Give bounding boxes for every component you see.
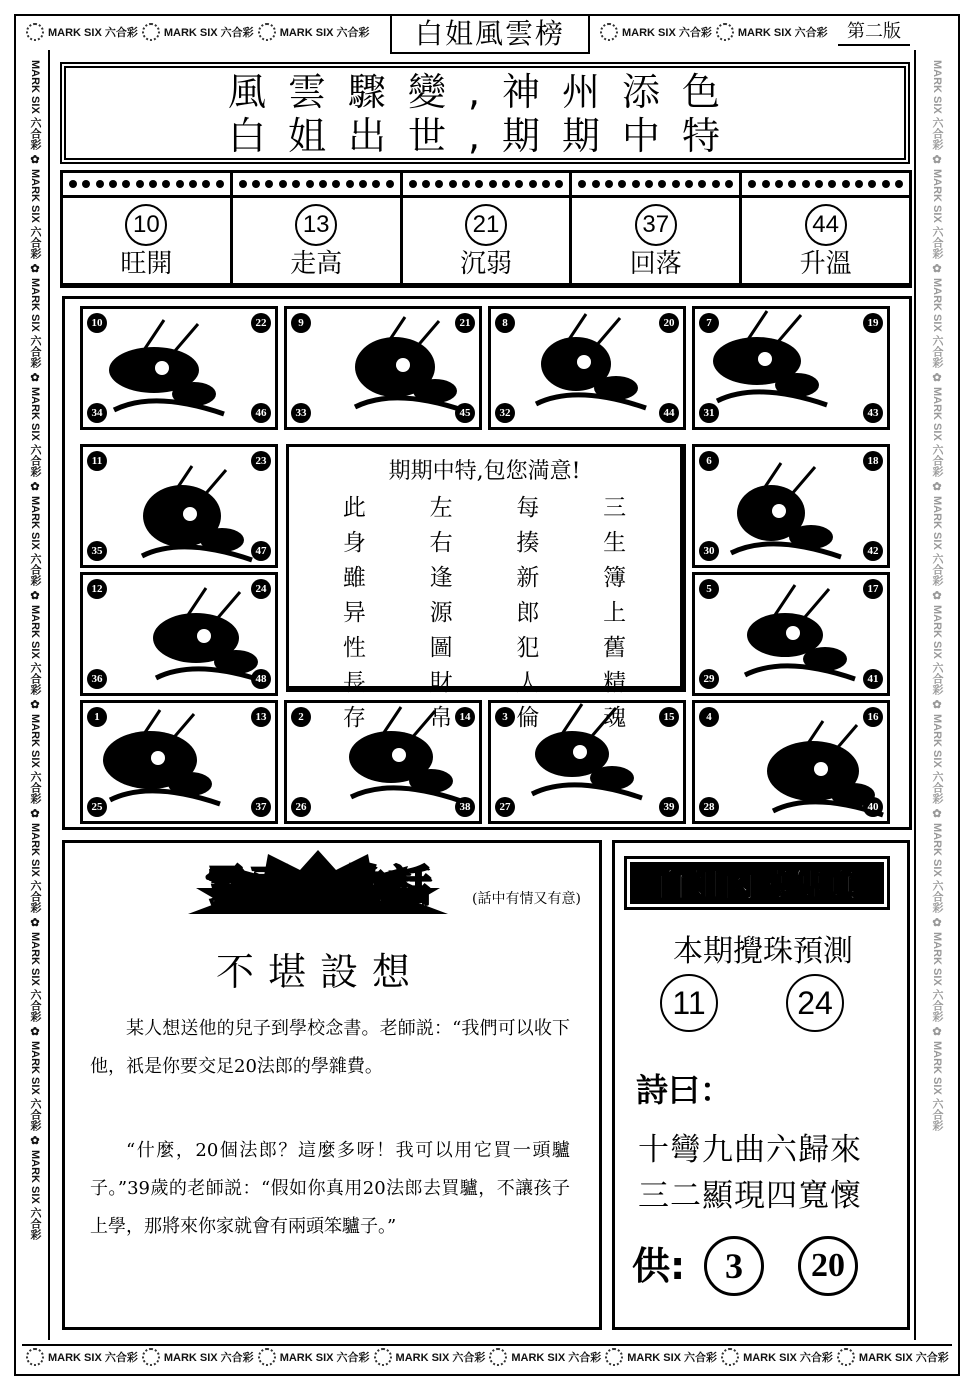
sidebar-poem-line-2: 三二顯現四寬懷 bbox=[638, 1178, 862, 1214]
ink-illustration-icon bbox=[695, 575, 887, 693]
story-paragraph-2: “什麼，20個法郎？這麼多呀！我可以用它買一頭驢子。”39歲的老師説：“假如你真用20法郎去買驢，不讓孩子上學，那將來你家就會有兩頭笨驢子。” bbox=[90, 1140, 570, 1237]
card-number-badge: 23 bbox=[251, 451, 271, 471]
ink-illustration-icon bbox=[695, 447, 887, 565]
poem-title: 期期中特,包您満意! bbox=[388, 459, 581, 484]
right-band-rule bbox=[914, 50, 916, 1340]
card-number-badge: 18 bbox=[863, 451, 883, 471]
sidebar-poem-label: 詩曰： bbox=[636, 1071, 733, 1109]
slogan-line-1: 風雲驟變,神州添色 bbox=[227, 70, 743, 114]
number-cell bbox=[572, 173, 742, 283]
card-number-badge: 29 bbox=[699, 669, 719, 689]
card-number-badge: 24 bbox=[251, 579, 271, 599]
ink-illustration-icon bbox=[83, 447, 275, 565]
card-number-badge: 27 bbox=[495, 797, 515, 817]
page-title: 白姐風雲榜 bbox=[390, 14, 590, 54]
card-number-badge: 13 bbox=[251, 707, 271, 727]
zodiac-card bbox=[692, 700, 890, 824]
ink-illustration-icon bbox=[491, 309, 683, 427]
predict-circle: 24 bbox=[786, 974, 844, 1032]
right-mark-band: MARK SIX 六合彩 ✿ MARK SIX 六合彩 ✿ MARK SIX 六合彩 ✿ MARK SIX 六合彩 ✿ MARK SIX 六合彩 ✿ MARK SIX 六合彩 ✿ MARK SIX 六合彩 ✿ MARK SIX 六合彩 ✿ MARK SIX 六合彩 ✿ MARK SIX 六合彩 bbox=[930, 60, 943, 1131]
number-cell bbox=[403, 173, 573, 283]
story-paragraph-1: 某人想送他的兒子到學校念書。老師説：“我們可以收下他，祇是你要交足20法郎的學雜費。 bbox=[90, 1018, 570, 1077]
card-number-badge: 21 bbox=[455, 313, 475, 333]
sidebar-banner-text: 白姐內幕傳真 bbox=[654, 866, 859, 904]
supply-circle: 3 bbox=[704, 1236, 764, 1296]
top-mark-band-right: MARK SIX 六合彩 MARK SIX 六合彩 bbox=[596, 20, 836, 44]
predict-title: 本期攪珠預測 bbox=[673, 934, 853, 969]
dot-row bbox=[572, 173, 739, 198]
number-cell bbox=[742, 173, 909, 283]
dot-row bbox=[63, 173, 230, 198]
zodiac-card bbox=[692, 572, 890, 696]
card-number-badge: 14 bbox=[455, 707, 475, 727]
left-band-rule bbox=[48, 50, 50, 1340]
ink-illustration-icon bbox=[83, 309, 275, 427]
card-number-badge: 17 bbox=[863, 579, 883, 599]
ink-illustration-icon bbox=[287, 309, 479, 427]
card-number-badge: 20 bbox=[659, 313, 679, 333]
ink-illustration-icon bbox=[695, 703, 887, 821]
zodiac-card bbox=[80, 700, 278, 824]
card-number-badge: 48 bbox=[251, 669, 271, 689]
slogan-box bbox=[60, 62, 910, 164]
number-cell bbox=[63, 173, 233, 283]
card-number-badge: 10 bbox=[87, 313, 107, 333]
zodiac-card bbox=[284, 306, 482, 430]
card-number-badge: 8 bbox=[495, 313, 515, 333]
ink-illustration-icon bbox=[695, 309, 887, 427]
card-number-badge: 6 bbox=[699, 451, 719, 471]
slogan-line-2: 白姐出世,期期中特 bbox=[227, 114, 743, 158]
card-number-badge: 11 bbox=[87, 451, 107, 471]
sidebar-poem-line-1: 十彎九曲六歸來 bbox=[638, 1132, 862, 1168]
card-number-badge: 44 bbox=[659, 403, 679, 423]
card-number-badge: 22 bbox=[251, 313, 271, 333]
number-label: 升溫 bbox=[799, 249, 852, 279]
card-number-badge: 46 bbox=[251, 403, 271, 423]
number-circle: 37 bbox=[635, 204, 677, 246]
dot-row bbox=[742, 173, 909, 198]
dot-row bbox=[233, 173, 400, 198]
top-mark-band: MARK SIX 六合彩 MARK SIX 六合彩 MARK SIX 六合彩 bbox=[22, 20, 392, 44]
card-number-badge: 19 bbox=[863, 313, 883, 333]
number-circle: 13 bbox=[295, 204, 337, 246]
story-banner: 雲雨之歡話 bbox=[204, 861, 435, 910]
card-number-badge: 42 bbox=[863, 541, 883, 561]
card-number-badge: 37 bbox=[251, 797, 271, 817]
card-number-badge: 36 bbox=[87, 669, 107, 689]
card-number-badge: 43 bbox=[863, 403, 883, 423]
supply-circle: 20 bbox=[798, 1236, 858, 1296]
card-number-badge: 7 bbox=[699, 313, 719, 333]
zodiac-card bbox=[692, 444, 890, 568]
card-number-badge: 40 bbox=[863, 797, 883, 817]
zodiac-card bbox=[80, 444, 278, 568]
card-number-badge: 34 bbox=[87, 403, 107, 423]
story-banner-note: (話中有情又有意) bbox=[472, 891, 581, 907]
card-number-badge: 3 bbox=[495, 707, 515, 727]
zodiac-card bbox=[488, 306, 686, 430]
number-circle: 10 bbox=[125, 204, 167, 246]
edition-label: 第二版 bbox=[838, 18, 910, 46]
zodiac-card bbox=[80, 572, 278, 696]
card-number-badge: 47 bbox=[251, 541, 271, 561]
card-number-badge: 15 bbox=[659, 707, 679, 727]
ink-illustration-icon bbox=[83, 703, 275, 821]
card-number-badge: 12 bbox=[87, 579, 107, 599]
card-number-badge: 33 bbox=[291, 403, 311, 423]
number-label: 旺開 bbox=[120, 249, 173, 279]
card-number-badge: 31 bbox=[699, 403, 719, 423]
card-number-badge: 16 bbox=[863, 707, 883, 727]
dot-row bbox=[403, 173, 570, 198]
card-number-badge: 2 bbox=[291, 707, 311, 727]
card-number-badge: 35 bbox=[87, 541, 107, 561]
card-number-badge: 26 bbox=[291, 797, 311, 817]
number-label: 走高 bbox=[290, 249, 343, 279]
bottom-mark-band: MARK SIX 六合彩 MARK SIX 六合彩 MARK SIX 六合彩 MARK SIX 六合彩 MARK SIX 六合彩 MARK SIX 六合彩 MARK SIX 六合彩 MARK SIX 六合彩 bbox=[22, 1344, 952, 1368]
zodiac-card bbox=[692, 306, 890, 430]
number-circle: 44 bbox=[805, 204, 847, 246]
card-number-badge: 41 bbox=[863, 669, 883, 689]
card-number-badge: 1 bbox=[87, 707, 107, 727]
card-number-badge: 38 bbox=[455, 797, 475, 817]
poem-grid: 此 左 每 三 身 右 揍 生 雖 逢 新 簿 异 源 郎 上 性 圖 犯 舊 長 財 人 精 存 帛 倫 魂 bbox=[342, 495, 627, 731]
number-cell bbox=[233, 173, 403, 283]
card-number-badge: 30 bbox=[699, 541, 719, 561]
numbers-strip bbox=[60, 170, 912, 288]
left-mark-band: MARK SIX 六合彩 ✿ MARK SIX 六合彩 ✿ MARK SIX 六合彩 ✿ MARK SIX 六合彩 ✿ MARK SIX 六合彩 ✿ MARK SIX 六合彩 ✿ MARK SIX 六合彩 ✿ MARK SIX 六合彩 ✿ MARK SIX 六合彩 ✿ MARK SIX 六合彩 ✿ MARK SIX 六合彩 bbox=[28, 60, 41, 1240]
number-circle: 21 bbox=[465, 204, 507, 246]
sidebar-banner bbox=[624, 856, 890, 910]
number-label: 沉弱 bbox=[459, 249, 512, 279]
card-number-badge: 25 bbox=[87, 797, 107, 817]
number-label: 回落 bbox=[629, 249, 682, 279]
predict-circle: 11 bbox=[660, 974, 718, 1032]
story-title: 不堪設想 bbox=[215, 950, 424, 994]
card-number-badge: 45 bbox=[455, 403, 475, 423]
ink-illustration-icon bbox=[83, 575, 275, 693]
card-number-badge: 5 bbox=[699, 579, 719, 599]
zodiac-card bbox=[80, 306, 278, 430]
card-number-badge: 28 bbox=[699, 797, 719, 817]
card-number-badge: 9 bbox=[291, 313, 311, 333]
card-number-badge: 39 bbox=[659, 797, 679, 817]
supply-label: 供: bbox=[632, 1244, 686, 1288]
card-number-badge: 32 bbox=[495, 403, 515, 423]
card-number-badge: 4 bbox=[699, 707, 719, 727]
